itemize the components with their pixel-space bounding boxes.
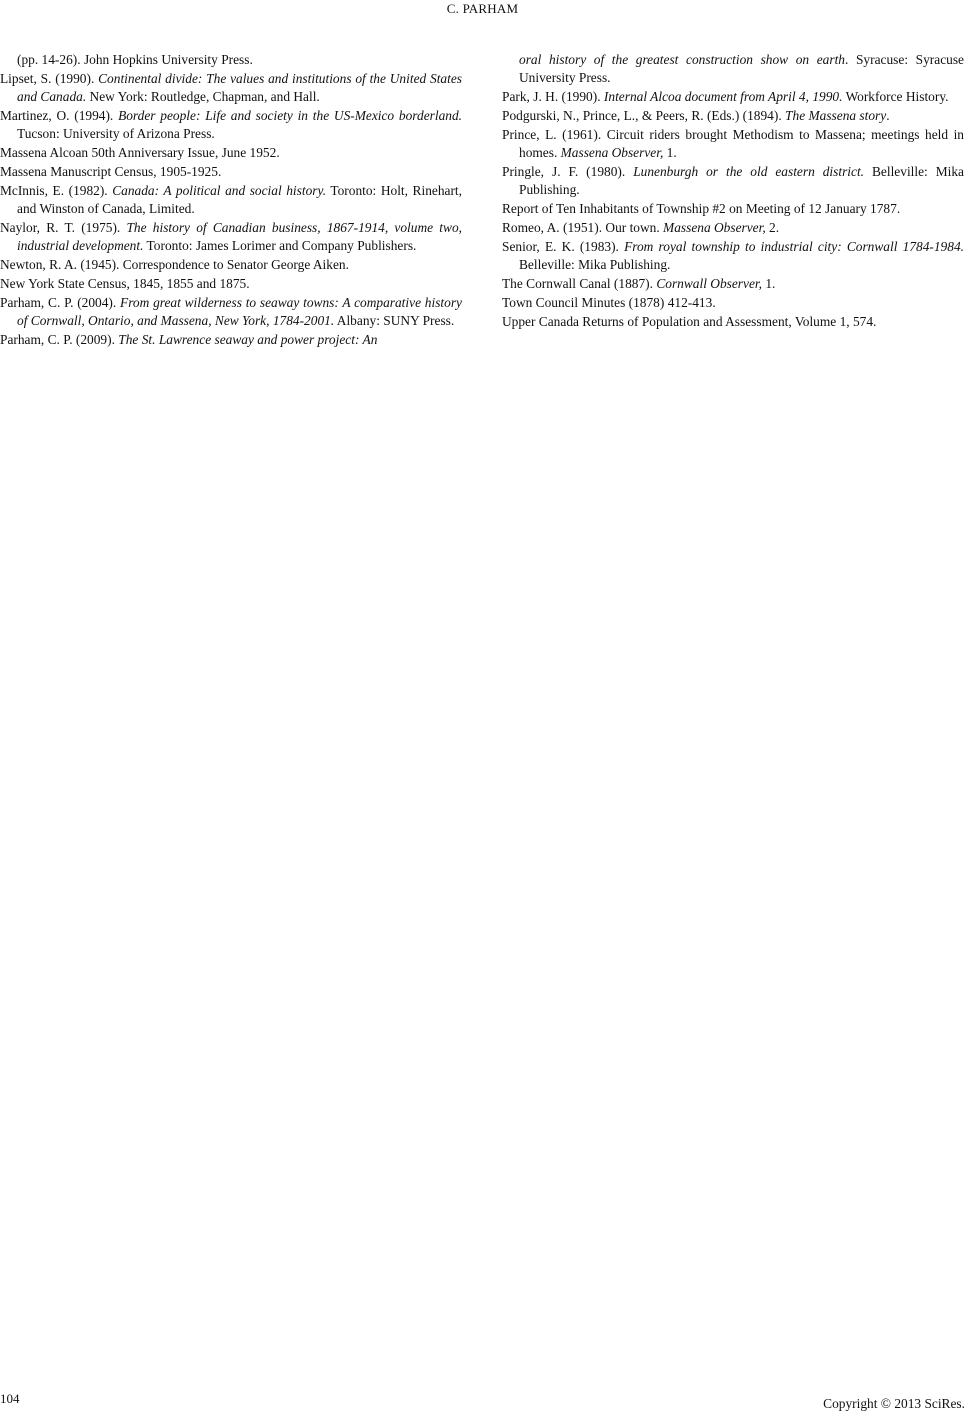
running-head: C. PARHAM [446,1,519,16]
reference-entry: Podgurski, N., Prince, L., & Peers, R. (Eds.) (1894). The Massena story. [502,108,890,123]
reference-entry: Martinez, O. (1994). Border people: Life and society in the US-Mexico borderland. Tucson: University of Arizona Press. [0,108,463,141]
reference-entry: (pp. 14-26). John Hopkins University Press. [17,52,253,67]
reference-entry: Lipset, S. (1990). Continental divide: The values and institutions of the United States and Canada. New York: Routledge, Chapman, and Hall. [0,71,463,104]
references-right-column [502,51,964,332]
reference-entry: Massena Manuscript Census, 1905-1925. [0,164,222,179]
reference-entry: Upper Canada Returns of Population and Assessment, Volume 1, 574. [502,314,877,329]
reference-entry: The Cornwall Canal (1887). Cornwall Observer, 1. [502,276,776,291]
reference-entry: Parham, C. P. (2009). The St. Lawrence seaway and power project: An [0,332,378,347]
reference-entry: Senior, E. K. (1983). From royal township to industrial city: Cornwall 1784-1984. Belleville: Mika Publishing. [502,239,964,272]
reference-entry: Town Council Minutes (1878) 412-413. [502,295,716,310]
reference-entry: Newton, R. A. (1945). Correspondence to Senator George Aiken. [0,257,349,272]
reference-entry: New York State Census, 1845, 1855 and 1875. [0,276,250,291]
reference-entry: Naylor, R. T. (1975). The history of Canadian business, 1867-1914, volume two, industrial development. Toronto: James Lorimer and Company Publishers. [0,220,462,253]
reference-entry: McInnis, E. (1982). Canada: A political and social history. Toronto: Holt, Rinehart, and Winston of Canada, Limited. [0,183,462,216]
page-number: 104 [0,1391,20,1406]
reference-entry: Massena Alcoan 50th Anniversary Issue, June 1952. [0,145,280,160]
copyright-notice: Copyright © 2013 SciRes. [823,1396,965,1411]
reference-entry: Park, J. H. (1990). Internal Alcoa document from April 4, 1990. Workforce History. [502,89,949,104]
reference-entry: Romeo, A. (1951). Our town. Massena Observer, 2. [502,220,780,235]
references-left-column [0,51,462,350]
reference-entry: Report of Ten Inhabitants of Township #2 on Meeting of 12 January 1787. [502,201,901,216]
reference-entry: Pringle, J. F. (1980). Lunenburgh or the old eastern district. Belleville: Mika Publishing. [502,164,964,197]
reference-entry: oral history of the greatest construction show on earth. Syracuse: Syracuse University Press. [519,52,964,85]
header-divider [0,20,965,21]
reference-entry: Parham, C. P. (2004). From great wilderness to seaway towns: A comparative history of Cornwall, Ontario, and Massena, New York, 1784-2001. Albany: SUNY Press. [0,295,462,328]
reference-entry: Prince, L. (1961). Circuit riders brought Methodism to Massena; meetings held in homes. Massena Observer, 1. [502,127,964,160]
